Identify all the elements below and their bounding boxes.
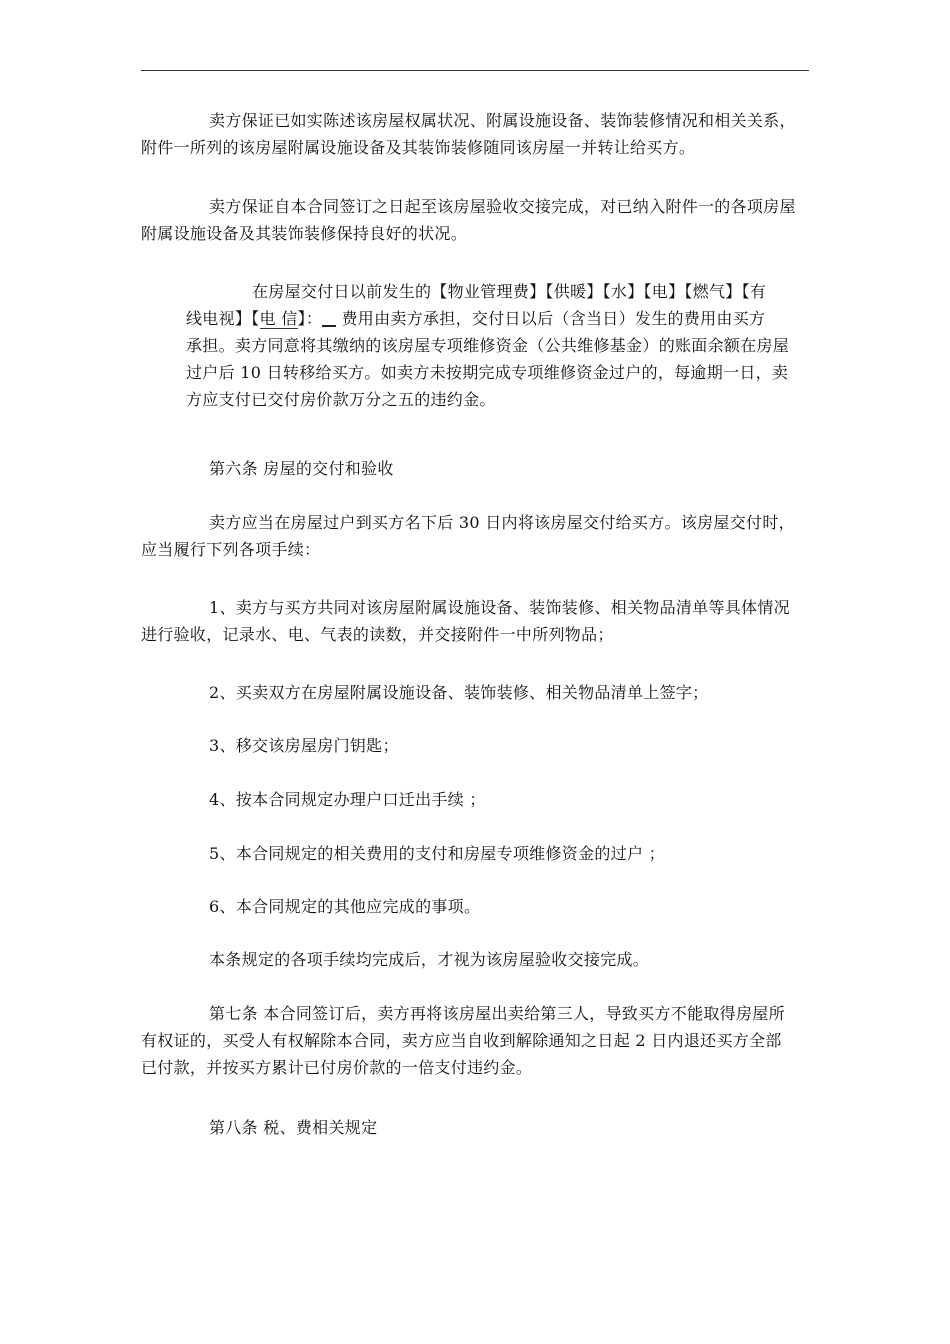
text-line: 3、移交该房屋房门钥匙；: [209, 736, 399, 755]
text-line: 6、本合同规定的其他应完成的事项。: [209, 897, 481, 916]
article-7: [141, 1000, 785, 1081]
list-item-4: [209, 786, 486, 813]
telecom-underlined: 电 信: [259, 309, 298, 328]
text-line: 2、买卖双方在房屋附属设施设备、装饰装修、相关物品清单上签字；: [209, 683, 709, 702]
paragraph-completion: [209, 946, 649, 973]
list-item-5: [209, 840, 665, 867]
text-line: 已付款，并按买方累计已付房价款的一倍支付违约金。: [141, 1058, 533, 1077]
text-segment: 线电视】【: [186, 309, 260, 328]
text-line: 1、卖方与买方共同对该房屋附属设施设备、装饰装修、相关物品清单等具体情况: [209, 598, 790, 617]
text-segment: 】：: [297, 309, 323, 328]
text-line: 承担。卖方同意将其缴纳的该房屋专项维修资金（公共维修基金）的账面余额在房屋: [186, 336, 790, 355]
text-line: 在房屋交付日以前发生的【物业管理费】【供暖】【水】【电】【燃气】【有: [252, 282, 767, 301]
article-8-title: [209, 1114, 377, 1141]
text-line: [186, 305, 789, 332]
header-rule: [141, 70, 809, 71]
text-line: 卖方应当在房屋过户到买方名下后 30 日内将该房屋交付给买方。该房屋交付时，: [209, 513, 795, 532]
text-line: 过户后 10 日转移给买方。如卖方未按期完成专项维修资金过户的，每逾期一日，卖: [186, 363, 789, 382]
text-line: 进行验收，记录水、电、气表的读数，并交接附件一中所列物品；: [141, 625, 614, 644]
text-line: 4、按本合同规定办理户口迁出手续 ；: [209, 790, 486, 809]
heading-text: 第六条 房屋的交付和验收: [209, 459, 394, 478]
paragraph-fees: [186, 278, 789, 413]
paragraph-seller-warranty: [141, 107, 796, 161]
text-line: 应当履行下列各项手续：: [141, 540, 321, 559]
text-line: 第七条 本合同签订后，卖方再将该房屋出卖给第三人，导致买方不能取得房屋所: [209, 1004, 785, 1023]
list-item-6: [209, 893, 480, 920]
text-line: 卖方保证已如实陈述该房屋权属状况、附属设施设备、装饰装修情况和相关关系，: [209, 111, 796, 130]
paragraph-delivery: [141, 509, 795, 563]
text-line: 方应支付已交付房价款万分之五的违约金。: [186, 390, 496, 409]
text-line: 附件一所列的该房屋附属设施设备及其装饰装修随同该房屋一并转让给买方。: [141, 138, 696, 157]
text-line: 卖方保证自本合同签订之日起至该房屋验收交接完成，对已纳入附件一的各项房屋: [209, 197, 796, 216]
list-item-2: [209, 679, 708, 706]
text-line: 5、本合同规定的相关费用的支付和房屋专项维修资金的过户 ；: [209, 844, 665, 863]
paragraph-seller-maintenance: [141, 193, 796, 247]
text-line: 本条规定的各项手续均完成后，才视为该房屋验收交接完成。: [209, 950, 650, 969]
text-line: 有权证的，买受人有权解除本合同，卖方应当自收到解除通知之日起 2 日内退还买方全部: [141, 1031, 782, 1050]
article-6-title: [209, 455, 394, 482]
list-item-1: [141, 594, 790, 648]
text-line: 附属设施设备及其装饰装修保持良好的状况。: [141, 224, 468, 243]
heading-text: 第八条 税、费相关规定: [209, 1118, 378, 1137]
list-item-3: [209, 732, 399, 759]
text-segment: 费用由卖方承担，交付日以后（含当日）发生的费用由买方: [336, 309, 766, 328]
blank-underline: [322, 325, 336, 327]
